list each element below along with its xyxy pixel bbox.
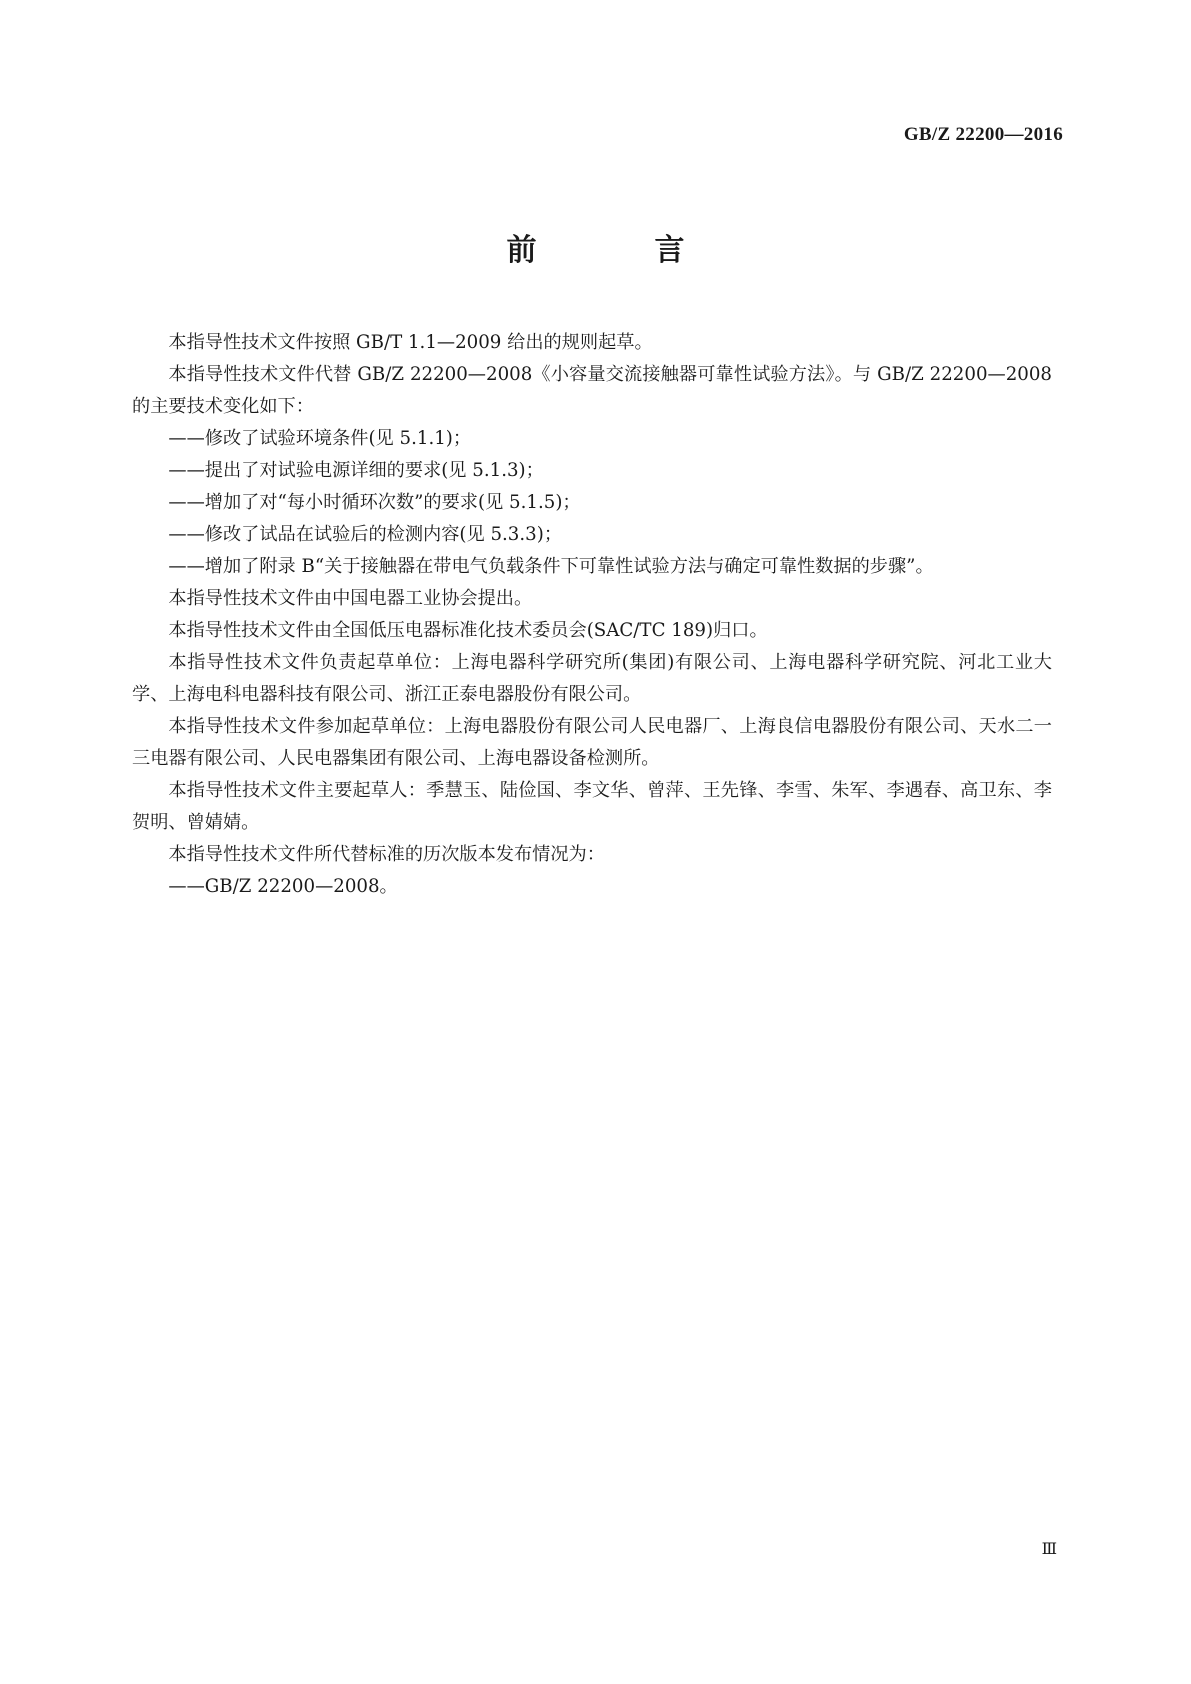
paragraph: 本指导性技术文件负责起草单位：上海电器科学研究所(集团)有限公司、上海电器科学研究院、河北工业大学、上海电科电器科技有限公司、浙江正泰电器股份有限公司。 — [132, 652, 1052, 705]
change-list-item: ——修改了试品在试验后的检测内容(见 5.3.3)； — [168, 524, 563, 545]
paragraph: 本指导性技术文件由全国低压电器标准化技术委员会(SAC/TC 189)归口。 — [168, 620, 768, 641]
change-list-item: ——增加了对“每小时循环次数”的要求(见 5.1.5)； — [168, 492, 581, 513]
change-list-item: ——提出了对试验电源详细的要求(见 5.1.3)； — [168, 460, 544, 481]
page-title: 前 言 — [506, 233, 729, 268]
change-list-item: ——增加了附录 B“关于接触器在带电气负载条件下可靠性试验方法与确定可靠性数据的步骤”。 — [168, 556, 934, 577]
paragraph: 本指导性技术文件按照 GB/T 1.1—2009 给出的规则起草。 — [168, 332, 653, 353]
preface-body — [132, 327, 1052, 903]
paragraph: 本指导性技术文件参加起草单位：上海电器股份有限公司人民电器厂、上海良信电器股份有限公司、天水二一三电器有限公司、人民电器集团有限公司、上海电器设备检测所。 — [132, 716, 1052, 769]
standard-code: GB/Z 22200—2016 — [903, 124, 1063, 145]
paragraph: 本指导性技术文件代替 GB/Z 22200—2008《小容量交流接触器可靠性试验方法》。与 GB/Z 22200—2008的主要技术变化如下： — [132, 364, 1052, 417]
paragraph: 本指导性技术文件由中国电器工业协会提出。 — [168, 588, 533, 609]
paragraph: 本指导性技术文件主要起草人：季慧玉、陆俭国、李文华、曾萍、王先锋、李雪、朱军、李遇春、高卫东、李贺明、曾婧婧。 — [132, 780, 1052, 833]
page-number: Ⅲ — [1041, 1541, 1057, 1558]
version-history-item: ——GB/Z 22200—2008。 — [168, 876, 398, 897]
paragraph: 本指导性技术文件所代替标准的历次版本发布情况为： — [168, 844, 605, 865]
change-list-item: ——修改了试验环境条件(见 5.1.1)； — [168, 428, 472, 449]
